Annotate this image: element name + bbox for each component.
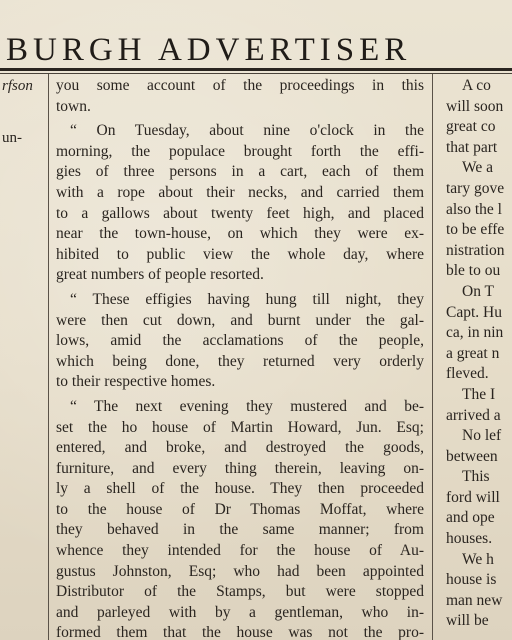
right-line: nistration: [446, 241, 505, 259]
article-line: entered, and broke, and destroyed the goods,: [56, 439, 424, 457]
article-line: furniture, and every thing therein, leaving on-: [56, 459, 424, 477]
right-line: that part: [446, 138, 498, 156]
article-line: near the town-house, on which they were ex-: [56, 225, 424, 243]
article-line: morning, the populace brought forth the effi-: [56, 142, 424, 160]
article-line: Distributor of the Stamps, but were stopped: [56, 583, 424, 601]
right-line: will soon: [446, 97, 504, 115]
right-line: a great n: [446, 344, 500, 362]
right-line: On T: [462, 282, 495, 300]
article-line: “ The next evening they mustered and be-: [70, 397, 424, 415]
right-line: tary gove: [446, 179, 505, 197]
article-line: and parleyed with by a gentleman, who in-: [56, 603, 424, 621]
left-column-fragment: [0, 78, 46, 638]
right-line: to be effe: [446, 221, 505, 239]
right-line: A co: [462, 77, 491, 94]
article-line: which being done, they returned very orderly: [56, 352, 424, 370]
article-line: ly a shell of the house. They then proceeded: [56, 480, 424, 498]
article-line: to the house of Dr Thomas Moffat, where: [56, 500, 424, 518]
right-line: between: [446, 447, 498, 465]
right-line: houses.: [446, 530, 493, 548]
right-line: great co: [446, 118, 496, 136]
article-line: with a rope about their necks, and carried them: [56, 183, 424, 201]
right-line: man new: [446, 591, 503, 609]
masthead-rule: [0, 68, 512, 71]
article-line: you some account of the proceedings in this: [56, 77, 424, 94]
article-line: to a gallows about twenty feet high, and placed: [56, 204, 424, 222]
column-divider-right: [432, 74, 433, 640]
article-line: set the ho house of Martin Howard, Jun. Esq;: [56, 418, 424, 436]
right-line: We a: [462, 159, 494, 177]
article-line: hibited to public view the whole day, where: [56, 245, 424, 263]
right-line: arrived a: [446, 406, 501, 424]
right-line: ca, in nin: [446, 324, 504, 342]
right-line: house is: [446, 571, 497, 589]
right-line: No lef: [462, 427, 502, 445]
article-line: to their respective homes.: [56, 373, 216, 391]
article-line: “ On Tuesday, about nine o'clock in the: [70, 122, 424, 140]
article-line: were then cut down, and burnt under the gal-: [56, 311, 424, 329]
right-line: and ope: [446, 509, 495, 527]
article-line: great numbers of people resorted.: [56, 266, 264, 284]
main-article-column: [56, 76, 424, 640]
right-line: Capt. Hu: [446, 303, 502, 321]
right-line: The I: [462, 385, 496, 403]
right-column-fragment: [438, 76, 512, 640]
masthead: [0, 30, 512, 70]
left-fragment-2: un-: [2, 130, 22, 146]
left-fragment-1: rfson: [2, 78, 33, 94]
masthead-title: BURGH ADVERTISER: [6, 32, 412, 68]
article-line: gies of three persons in a cart, each of them: [56, 163, 424, 181]
article-line: they behaved in the same manner; from: [56, 521, 424, 539]
article-line: “ These effigies having hung till night, they: [70, 290, 424, 308]
article-line: gustus Johnston, Esq; who had been appointed: [56, 562, 424, 580]
right-line: We h: [462, 550, 494, 568]
article-line: formed them that the house was not the pro-: [56, 624, 424, 640]
right-line: ford will: [446, 488, 500, 506]
masthead-rule-thin: [0, 73, 512, 74]
right-line: ble to ou: [446, 262, 501, 280]
article-line: town.: [56, 97, 91, 115]
right-line: fleved.: [446, 365, 489, 383]
right-line: This: [462, 468, 490, 486]
column-divider-left: [48, 74, 49, 640]
article-line: whence they intended for the house of Au-: [56, 542, 424, 560]
right-line: also the l: [446, 200, 502, 218]
right-line: will be: [446, 612, 489, 630]
article-line: lows, amid the acclamations of the people,: [56, 332, 424, 350]
